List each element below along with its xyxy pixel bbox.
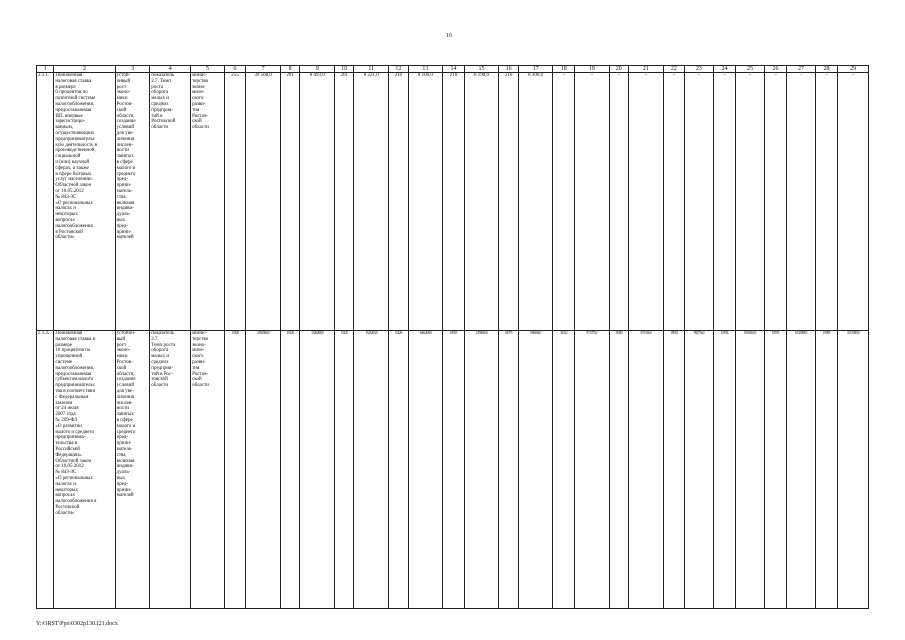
col-header: 7 — [246, 66, 281, 73]
value-cell: 2182586,0 — [246, 331, 281, 609]
col-header: 5 — [191, 66, 225, 73]
value-cell: 18449 — [609, 331, 628, 609]
row-number: 2.1.1. — [37, 73, 54, 331]
value-cell: 1662208,0 — [408, 331, 443, 609]
col-header: 2 — [54, 66, 115, 73]
value-cell: 1476065,0 — [464, 331, 499, 609]
value-cell: 982756,0 — [685, 331, 714, 609]
measure-goal: устойчи- вый рост эконо- мики Ростов- ской области, создание условий для уве- личения числен- ности занятых в сфере малого и среднего пред- прини- матель- ства, включая индиви- дуаль- ных пред- прини- мателей — [115, 331, 150, 609]
value-cell: 1032988,0 — [787, 331, 816, 609]
value-cell: 15400 — [224, 331, 245, 609]
value-cell: 8 493,0 — [300, 73, 335, 331]
col-header: 8 — [280, 66, 299, 73]
value-cell: – — [553, 73, 574, 331]
col-header: 3 — [115, 66, 150, 73]
value-cell: 19909 — [815, 331, 837, 609]
row-number: 2.1.2. — [37, 331, 54, 609]
col-header: 12 — [389, 66, 408, 73]
value-cell: 971375,0 — [574, 331, 609, 609]
value-cell: 19194 — [713, 331, 735, 609]
col-header: 13 — [408, 66, 443, 73]
value-cell: – — [764, 73, 786, 331]
col-header: 21 — [629, 66, 664, 73]
value-cell: 18518 — [663, 331, 684, 609]
value-cell: 39 568,0 — [246, 73, 281, 331]
value-cell: 968404,0 — [518, 331, 553, 609]
col-header: 15 — [464, 66, 499, 73]
value-cell: 8 100,0 — [408, 73, 443, 331]
value-cell: – — [713, 73, 735, 331]
col-header: 16 — [499, 66, 518, 73]
value-cell: 201 — [280, 73, 299, 331]
col-header: 26 — [764, 66, 786, 73]
col-header: 9 — [300, 66, 335, 73]
value-cell: 210 — [499, 73, 518, 331]
value-cell: 18412 — [553, 331, 574, 609]
measure-description: Пониженная налоговая ставка в размере 10 процентов по упрощенной системе налогообложения, предоставляемая субъектам малого предпринимательс тва в соответствии с Федеральным законом от 24 июля 2007 года № 209-ФЗ «О развитии малого и среднего предпринима- тельства в Российской Федерации». Областной закон от 10.05.2012 № 843-ЗС «О региональных налогах и некоторых вопросах налогообложения в Ростовской области» — [54, 331, 115, 609]
value-cell: 15420 — [280, 331, 299, 609]
value-cell: 210 — [443, 73, 464, 331]
value-cell: 1051580,0 — [838, 331, 869, 609]
value-cell: 8 190,0 — [464, 73, 499, 331]
value-cell: 255 — [224, 73, 245, 331]
value-cell: 1326208,0 — [300, 331, 335, 609]
measure-description: Пониженная налоговая ставка в размере 0 процентов по патентной системе налогообложения, предоставляемая ИП, впервые зарегистриро- ванным, осуществляющим предпринимательс кую деятельность в производственной, социальной и (или) научной сферах, а также в сфере бытовых услуг населению. Областной закон от 10.05.2012 № 843-ЗС «О региональных налогах и некоторых вопросах налогообложения в Ростовской области» — [54, 73, 115, 331]
value-cell: 15426 — [389, 331, 408, 609]
value-cell: 1325200,0 — [354, 331, 389, 609]
col-header: 28 — [815, 66, 837, 73]
col-header: 4 — [150, 66, 191, 73]
table-row — [37, 331, 869, 609]
col-header: 24 — [713, 66, 735, 73]
value-cell: 8 221,0 — [354, 73, 389, 331]
col-header: 18 — [553, 66, 574, 73]
col-header: 22 — [663, 66, 684, 73]
value-cell: – — [685, 73, 714, 331]
value-cell: 15425 — [335, 331, 354, 609]
col-header: 17 — [518, 66, 553, 73]
value-cell: 210 — [389, 73, 408, 331]
value-cell: 18015 — [443, 331, 464, 609]
responsible-body: минис- терство эконо- миче- ского разви- тия Ростов- ской области — [191, 331, 225, 609]
value-cell: – — [629, 73, 664, 331]
col-header: 14 — [443, 66, 464, 73]
col-header: 23 — [685, 66, 714, 73]
value-cell: – — [663, 73, 684, 331]
indicator: показатель 2.7. Темп роста оборота малых и средних предприя- тий в Рос- товской области — [150, 331, 191, 609]
col-header: 11 — [354, 66, 389, 73]
value-cell: – — [815, 73, 837, 331]
table-row — [37, 73, 869, 331]
value-cell: 201 — [335, 73, 354, 331]
value-cell: 19576 — [764, 331, 786, 609]
col-header: 1 — [37, 66, 54, 73]
value-cell: 973316,0 — [629, 331, 664, 609]
col-header: 27 — [787, 66, 816, 73]
responsible-body: минис- терство эконо- миче- ского разви- тия Ростов- ской области — [191, 73, 225, 331]
value-cell: – — [609, 73, 628, 331]
value-cell: – — [574, 73, 609, 331]
column-number-row — [37, 66, 869, 73]
col-header: 6 — [224, 66, 245, 73]
value-cell: 18375 — [499, 331, 518, 609]
footer-file-path: Y:\ORST\Ppo\0302p130.f21.docx — [36, 621, 118, 627]
value-cell: – — [838, 73, 869, 331]
value-cell: 8 300,0 — [518, 73, 553, 331]
measure-goal: устой- чивый рост эконо- мики Ростов- ской области, создание условий для уве- личения числен- ности занятых в сфере малого и среднего пред- прини- матель- ства, включая индиви- дуаль- ных пред- прини- мателей — [115, 73, 150, 331]
col-header: 25 — [736, 66, 765, 73]
col-header: 19 — [574, 66, 609, 73]
value-cell: – — [787, 73, 816, 331]
col-header: 10 — [335, 66, 354, 73]
indicator: показатель 2.7. Темп роста оборота малых и средних предприя- тий в Ростовской области — [150, 73, 191, 331]
tax-benefits-table — [36, 65, 869, 609]
value-cell: 1018263,0 — [736, 331, 765, 609]
page-number: 16 — [446, 33, 452, 39]
col-header: 29 — [838, 66, 869, 73]
value-cell: – — [736, 73, 765, 331]
col-header: 20 — [609, 66, 628, 73]
